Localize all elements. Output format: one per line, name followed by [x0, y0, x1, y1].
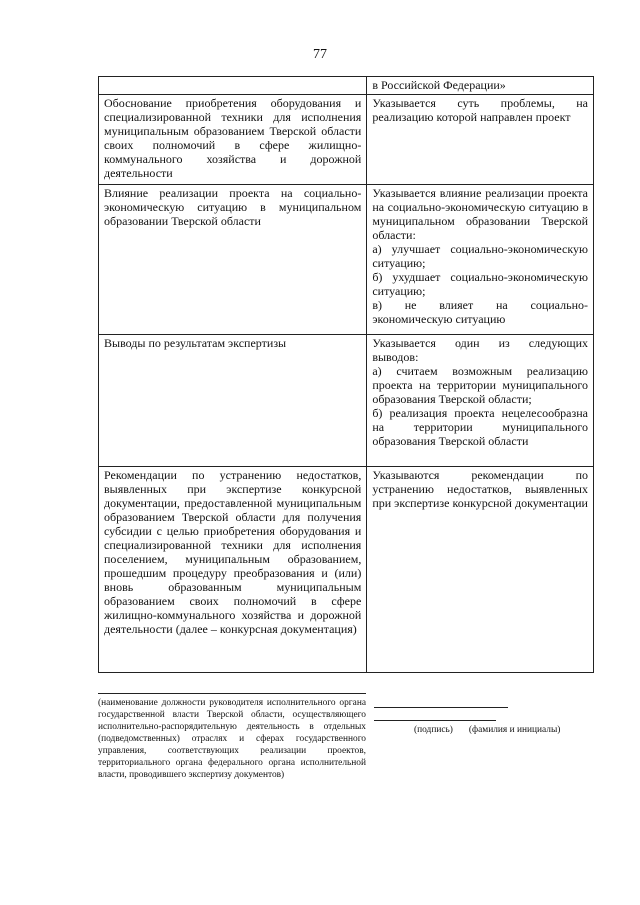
page-number: 77 [313, 47, 327, 62]
signature-line [374, 707, 508, 708]
cell-line: в) не влияет на социально-экономическую ситуацию [372, 298, 588, 326]
table-row [99, 95, 594, 185]
table-row [99, 335, 594, 467]
cell-line: б) ухудшает социально-экономическую ситуацию; [372, 270, 588, 298]
signature-label: (подпись) [414, 725, 453, 735]
position-caption: (наименование должности руководителя исполнительного органа государственной власти Тверской области, осуществляющего исполнительно-распорядительную деятельность в отдельных (подведомственных) отраслях и сферах государственного управления, соответствующих реализации проектов, территориального органа федерального органа исполнительной власти, проводившего экспертизу документов) [98, 693, 366, 781]
cell-line: Указывается суть проблемы, на реализацию которой направлен проект [372, 96, 588, 124]
table-cell-left: Обоснование приобретения оборудования и специализированной техники для исполнения муниципальным образованием Тверской области своих полномочий в сфере жилищно-коммунального хозяйства и дорожной деятельности [99, 95, 367, 185]
cell-line: а) улучшает социально-экономическую ситуацию; [372, 242, 588, 270]
table-row [99, 467, 594, 673]
name-line [374, 720, 496, 721]
expertise-table [98, 76, 594, 673]
table-cell-left [99, 77, 367, 95]
name-label: (фамилия и инициалы) [468, 725, 561, 735]
table-cell-right [367, 467, 594, 673]
cell-line: Указываются рекомендации по устранению недостатков, выявленных при экспертизе конкурсной документации [372, 468, 588, 510]
table-row [99, 185, 594, 335]
table-cell-right [367, 95, 594, 185]
table-cell-right [367, 77, 594, 95]
cell-line: Указывается влияние реализации проекта на социально-экономическую ситуацию в муниципальном образовании Тверской области: [372, 186, 588, 242]
table-cell-left: Выводы по результатам экспертизы [99, 335, 367, 467]
table-cell-right [367, 185, 594, 335]
cell-line: в Российской Федерации» [372, 78, 506, 92]
cell-line: б) реализация проекта нецелесообразна на территории муниципального образования Тверской области [372, 406, 588, 448]
cell-line: а) считаем возможным реализацию проекта на территории муниципального образования Тверской области; [372, 364, 588, 406]
table-cell-left: Рекомендации по устранению недостатков, выявленных при экспертизе конкурсной документации, предоставленной муниципальным образованием Тверской области для получения субсидии с целью приобретения оборудования и специализированной техники для исполнения поселением, муниципальным образованием, прошедшим процедуру преобразования и (или) вновь образованным муниципальным образованием своих полномочий в сфере жилищно-коммунального хозяйства и дорожной деятельности (далее – конкурсная документация) [99, 467, 367, 673]
cell-line: Указывается один из следующих выводов: [372, 336, 588, 364]
table-cell-right [367, 335, 594, 467]
signature-labels [414, 724, 560, 736]
table-cell-left: Влияние реализации проекта на социально-экономическую ситуацию в муниципальном образовании Тверской области [99, 185, 367, 335]
table-row [99, 77, 594, 95]
